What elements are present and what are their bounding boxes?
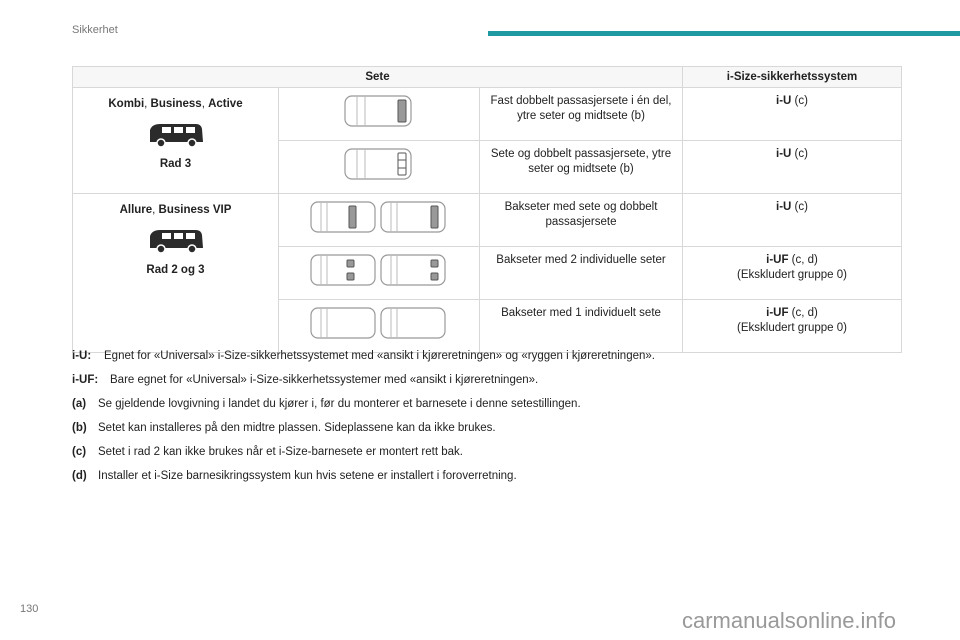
footnote-iu: i-U: Egnet for «Universal» i-Size-sikkerhetssystemet med «ansikt i kjøreretningen» og «ryggen i kjøreretningen». (72, 350, 655, 362)
seat-compatibility-table (72, 66, 902, 353)
table-row (73, 194, 902, 247)
seat-layout-icon (343, 92, 415, 130)
row-label: Rad 3 (159, 158, 192, 170)
seat-description: Bakseter med 2 individuelle seter (480, 247, 683, 300)
header-seat: Sete (73, 67, 683, 88)
system-cell: i-U (c) (683, 88, 902, 141)
group-cell-kombi (73, 88, 279, 194)
seat-description: Bakseter med 1 individuelt sete (480, 300, 683, 353)
seat-description: Bakseter med sete og dobbelt passasjersete (480, 194, 683, 247)
seat-diagram-cell (279, 88, 480, 141)
seat-description: Fast dobbelt passasjersete i én del, ytre seter og midtsete (b) (480, 88, 683, 141)
system-cell: i-U (c) (683, 141, 902, 194)
footnote-d: (d) Installer et i-Size barnesikringssystem kun hvis setene er installert i foroverretning. (72, 470, 517, 482)
group-cell-allure (73, 194, 279, 353)
table-header-row (73, 67, 902, 88)
seat-layout-icon (309, 304, 449, 342)
seat-layout-icon (343, 145, 415, 183)
seat-diagram-cell (279, 247, 480, 300)
page-number: 130 (20, 603, 39, 615)
header-system: i-Size-sikkerhetssystem (683, 67, 902, 88)
header-accent-bar (488, 31, 960, 36)
seat-diagram-cell (279, 141, 480, 194)
footnotes (72, 350, 912, 494)
system-cell: i-U (c) (683, 194, 902, 247)
seat-layout-icon (309, 251, 449, 289)
section-title: Sikkerhet (72, 24, 118, 36)
watermark[interactable]: carmanualsonline.info (682, 608, 897, 633)
footnote-iuf: i-UF: Bare egnet for «Universal» i-Size-sikkerhetssystemer med «ansikt i kjøreretningen». (72, 374, 539, 386)
van-icon (146, 226, 206, 256)
van-icon (146, 120, 206, 150)
group-name: Kombi, Business, Active (108, 98, 243, 110)
seat-description: Sete og dobbelt passasjersete, ytre seter og midtsete (b) (480, 141, 683, 194)
seat-diagram-cell (279, 194, 480, 247)
footnote-c: (c) Setet i rad 2 kan ikke brukes når et i-Size-barnesete er montert rett bak. (72, 446, 463, 458)
group-name: Allure, Business VIP (119, 204, 232, 216)
system-cell: i-UF (c, d) (Ekskludert gruppe 0) (683, 247, 902, 300)
footnote-b: (b) Setet kan installeres på den midtre plassen. Sideplassene kan da ikke brukes. (72, 422, 496, 434)
footnote-a: (a) Se gjeldende lovgivning i landet du kjører i, før du monterer et barnesete i denne setestillingen. (72, 398, 581, 410)
table-row (73, 88, 902, 141)
system-cell: i-UF (c, d) (Ekskludert gruppe 0) (683, 300, 902, 353)
seat-layout-icon (309, 198, 449, 236)
seat-diagram-cell (279, 300, 480, 353)
row-label: Rad 2 og 3 (146, 264, 205, 276)
